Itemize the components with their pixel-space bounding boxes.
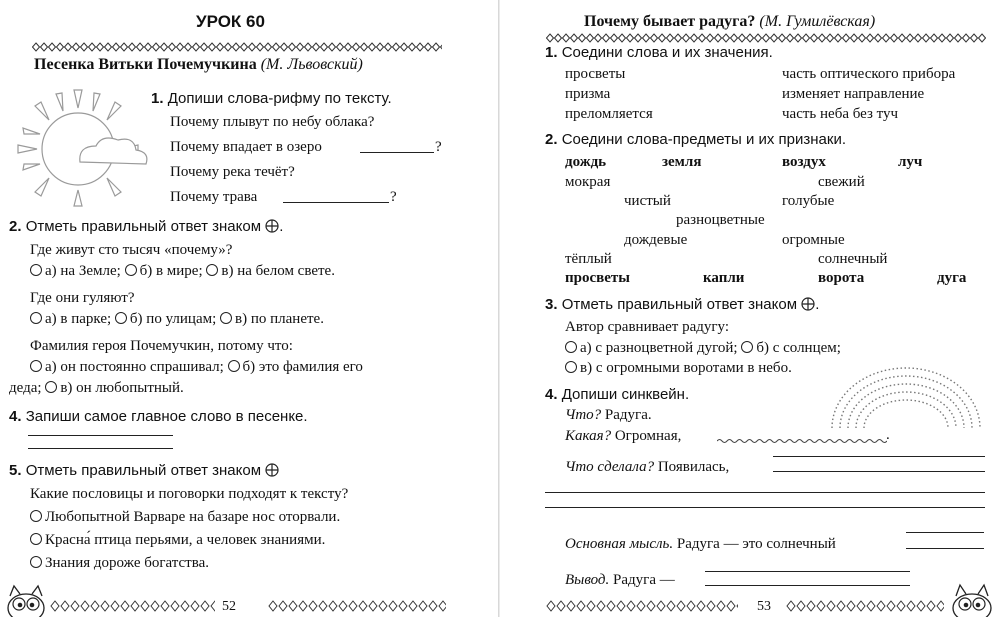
answer-line-rhyme-1[interactable] (360, 152, 434, 153)
rainbow-illustration (826, 362, 986, 430)
answer-line[interactable] (773, 471, 985, 472)
footer-ornament (786, 600, 944, 612)
adjective-word[interactable]: мокрая (565, 174, 611, 190)
sun-cloud-illustration (8, 84, 158, 209)
radio-option[interactable] (45, 381, 57, 393)
radio-option[interactable] (30, 533, 42, 545)
radio-option[interactable] (228, 360, 240, 372)
left-task1-heading: 1. Допиши слова-рифму по тексту. (151, 90, 392, 107)
left-task2-q2: Где они гуляют? (30, 290, 135, 306)
noun-word[interactable]: капли (703, 270, 745, 286)
owl-mascot-icon (948, 580, 996, 617)
radio-option[interactable] (30, 312, 42, 324)
adjective-word[interactable]: огромные (782, 232, 845, 248)
ornament-divider (546, 33, 986, 43)
adjective-word[interactable]: голубые (782, 193, 835, 209)
adjective-word[interactable]: чистый (624, 193, 671, 209)
match-meaning[interactable]: часть неба без туч (782, 106, 899, 122)
page-number: 52 (222, 599, 236, 614)
noun-word[interactable]: ворота (818, 270, 865, 286)
match-meaning[interactable]: изменяет направление (782, 86, 925, 102)
left-task2-q1: Где живут сто тысяч «почему»? (30, 242, 233, 258)
cinquain-main-idea: Основная мысль. Радуга — это солнечный (565, 536, 836, 552)
adjective-word[interactable]: свежий (818, 174, 865, 190)
proverb-option: Знания дороже богатства. (30, 555, 209, 572)
noun-word[interactable]: воздух (782, 154, 826, 170)
match-word[interactable]: призма (565, 86, 611, 102)
crossed-circle-icon (265, 463, 279, 477)
lesson-label: УРОК 60 (196, 12, 265, 31)
radio-option[interactable] (741, 341, 753, 353)
proverb-option: Красна́ птица перьями, а человек знаниями. (30, 532, 325, 549)
adjective-word[interactable]: тёплый (565, 251, 612, 267)
radio-option[interactable] (125, 264, 137, 276)
right-story-title: Почему бывает радуга? (М. Гумилёвская) (584, 13, 876, 30)
answer-line[interactable] (545, 492, 985, 493)
adjective-word[interactable]: разноцветные (676, 212, 765, 228)
answer-line[interactable] (28, 435, 173, 436)
footer-ornament (546, 600, 738, 612)
page-number: 53 (757, 599, 771, 614)
left-task1-line4: Почему трава (170, 189, 258, 205)
radio-option[interactable] (30, 264, 42, 276)
right-task3-options-cont: в) с огромными воротами в небо. (565, 360, 792, 377)
crossed-circle-icon (801, 297, 815, 311)
question-mark: ? (435, 139, 442, 155)
answer-line[interactable] (773, 456, 985, 457)
page-spine (498, 0, 500, 617)
left-task1-line3: Почему река течёт? (170, 164, 295, 180)
radio-option[interactable] (565, 341, 577, 353)
right-task4-heading: 4. Допиши синквейн. (545, 386, 690, 403)
ornament-divider (32, 42, 442, 52)
noun-word[interactable]: земля (662, 154, 702, 170)
answer-wavy-line[interactable] (717, 438, 887, 444)
cinquain-what: Что? Радуга. (565, 407, 652, 423)
right-task3-heading: 3. Отметь правильный ответ знаком . (545, 296, 820, 313)
cinquain-did: Что сделала? Появилась, (565, 459, 730, 475)
match-word[interactable]: просветы (565, 66, 626, 82)
left-story-title: Песенка Витьки Почемучкина (М. Львовский) (34, 56, 363, 73)
radio-option[interactable] (115, 312, 127, 324)
left-task1-line1: Почему плывут по небу облака? (170, 114, 375, 130)
crossed-circle-icon (265, 219, 279, 233)
left-task4-heading: 4. Запиши самое главное слово в песенке. (9, 408, 308, 425)
noun-word[interactable]: просветы (565, 270, 630, 286)
radio-option[interactable] (220, 312, 232, 324)
left-task1-line2: Почему впадает в озеро (170, 139, 322, 155)
right-task2-heading: 2. Соедини слова-предметы и их признаки. (545, 131, 846, 148)
cinquain-which: Какая? Огромная, (565, 428, 682, 444)
answer-line[interactable] (705, 571, 910, 572)
radio-option[interactable] (206, 264, 218, 276)
left-task2-q1-options: а) на Земле; б) в мире; в) на белом свете. (30, 263, 335, 280)
adjective-word[interactable]: дождевые (624, 232, 688, 248)
owl-mascot-icon (4, 582, 48, 617)
radio-option[interactable] (30, 510, 42, 522)
match-meaning[interactable]: часть оптического прибора (782, 66, 956, 82)
left-task2-q3: Фамилия героя Почемучкин, потому что: (30, 338, 293, 354)
left-task2-q3-options: а) он постоянно спрашивал; б) это фамилия его (30, 359, 363, 376)
left-task2-q3-options-cont: деда; в) он любопытный. (9, 380, 184, 396)
answer-line[interactable] (705, 585, 910, 586)
match-word[interactable]: преломляется (565, 106, 653, 122)
left-task5-heading: 5. Отметь правильный ответ знаком (9, 462, 279, 479)
footer-ornament (50, 600, 215, 612)
adjective-word[interactable]: солнечный (818, 251, 888, 267)
noun-word[interactable]: дождь (565, 154, 607, 170)
right-task3-question: Автор сравнивает радугу: (565, 319, 730, 335)
question-mark: ? (390, 189, 397, 205)
radio-option[interactable] (30, 556, 42, 568)
radio-option[interactable] (565, 361, 577, 373)
answer-line-rhyme-2[interactable] (283, 202, 389, 203)
answer-line[interactable] (28, 448, 173, 449)
right-task1-heading: 1. Соедини слова и их значения. (545, 44, 773, 61)
noun-word[interactable]: луч (898, 154, 923, 170)
left-task2-q2-options: а) в парке; б) по улицам; в) по планете. (30, 311, 324, 328)
footer-ornament (268, 600, 446, 612)
answer-line[interactable] (545, 507, 985, 508)
left-task5-question: Какие пословицы и поговорки подходят к тексту? (30, 486, 349, 502)
noun-word[interactable]: дуга (937, 270, 967, 286)
radio-option[interactable] (30, 360, 42, 372)
answer-line[interactable] (906, 548, 984, 549)
answer-line[interactable] (906, 532, 984, 533)
proverb-option: Любопытной Варваре на базаре нос оторвали. (30, 509, 340, 526)
left-task2-heading: 2. Отметь правильный ответ знаком . (9, 218, 284, 235)
cinquain-conclusion: Вывод. Радуга — (565, 572, 675, 588)
right-task3-options: а) с разноцветной дугой; б) с солнцем; (565, 340, 841, 357)
